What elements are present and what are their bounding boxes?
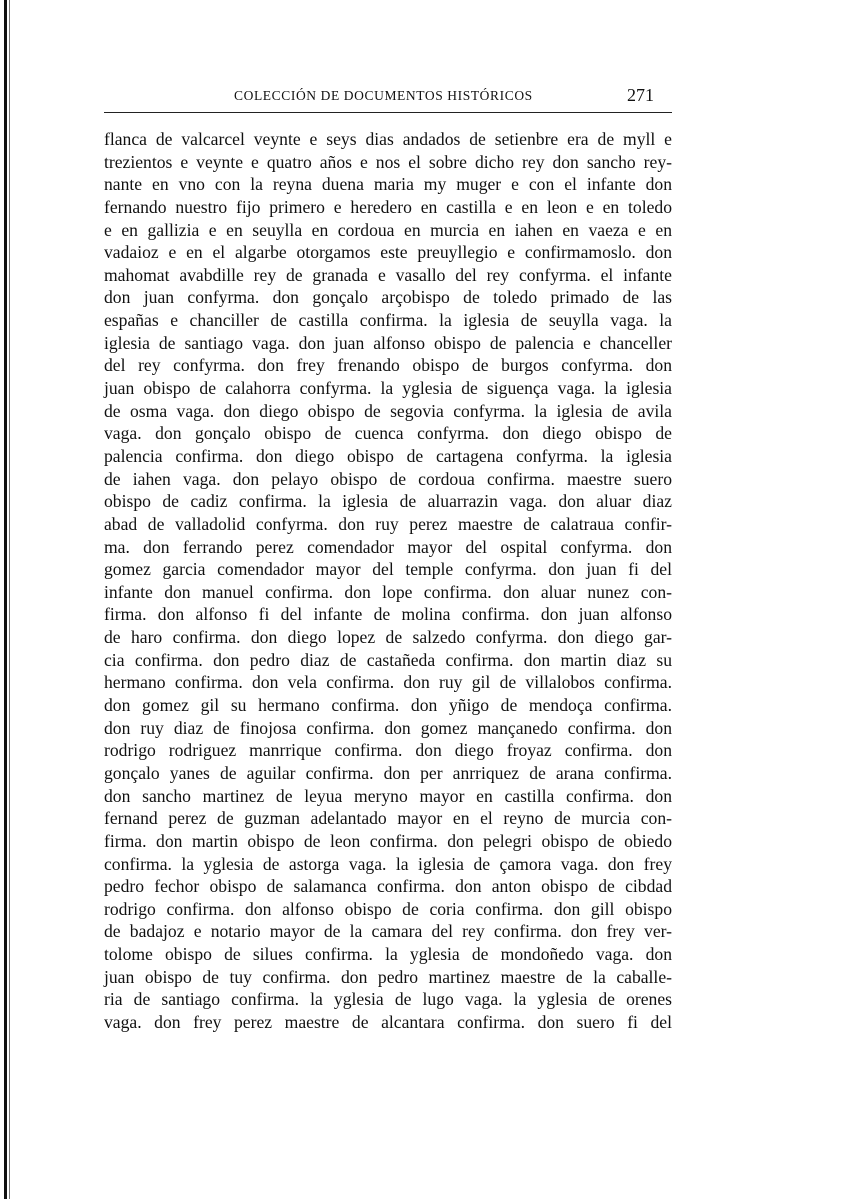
text-line: de haro confirma. don diego lopez de salzedo confyrma. don diego gar- xyxy=(104,627,672,648)
text-line: trezientos e veynte e quatro años e nos el sobre dicho rey don sancho rey- xyxy=(104,151,672,172)
text-line: de badajoz e notario mayor de la camara del rey confirma. don frey ver- xyxy=(104,921,672,942)
text-line: españas e chanciller de castilla confirma. la iglesia de seuylla vaga. la xyxy=(104,310,672,331)
body-text xyxy=(104,128,672,1034)
text-line: vaga. don gonçalo obispo de cuenca confyrma. don diego obispo de xyxy=(104,423,672,444)
text-line: pedro fechor obispo de salamanca confirma. don anton obispo de cibdad xyxy=(104,876,672,897)
page-binding-shadow xyxy=(9,0,10,1199)
text-line: iglesia de santiago vaga. don juan alfonso obispo de palencia e chanceller xyxy=(104,332,672,353)
text-line: vadaioz e en el algarbe otorgamos este preuyllegio e confirmamoslo. don xyxy=(104,242,672,263)
text-line: hermano confirma. don vela confirma. don ruy gil de villalobos confirma. xyxy=(104,672,672,693)
text-line: mahomat avabdille rey de granada e vasallo del rey confyrma. el infante xyxy=(104,264,672,285)
page-binding-edge xyxy=(4,0,7,1199)
text-line: don sancho martinez de leyua meryno mayor en castilla confirma. don xyxy=(104,785,672,806)
text-line: de osma vaga. don diego obispo de segovia confyrma. la iglesia de avila xyxy=(104,400,672,421)
text-line: flanca de valcarcel veynte e seys dias andados de setienbre era de myll e xyxy=(104,129,672,149)
text-line: juan obispo de tuy confirma. don pedro martinez maestre de la caballe- xyxy=(104,966,672,987)
text-line: juan obispo de calahorra confyrma. la yglesia de siguença vaga. la iglesia xyxy=(104,378,672,399)
page-number: 271 xyxy=(627,85,654,105)
text-line: cia confirma. don pedro diaz de castañeda confirma. don martin diaz su xyxy=(104,649,672,670)
text-line: de iahen vaga. don pelayo obispo de cordoua confirma. maestre suero xyxy=(104,468,672,489)
text-line: fernand perez de guzman adelantado mayor en el reyno de murcia con- xyxy=(104,808,672,829)
text-line: ria de santiago confirma. la yglesia de lugo vaga. la yglesia de orenes xyxy=(104,989,672,1010)
text-line: firma. don alfonso fi del infante de molina confirma. don juan alfonso xyxy=(104,604,672,625)
text-line: obispo de cadiz confirma. la iglesia de aluarrazin vaga. don aluar diaz xyxy=(104,491,672,512)
text-line: don juan confyrma. don gonçalo arçobispo de toledo primado de las xyxy=(104,287,672,308)
header-rule xyxy=(104,112,672,113)
text-line: palencia confirma. don diego obispo de cartagena confyrma. la iglesia xyxy=(104,445,672,466)
text-line: infante don manuel confirma. don lope confirma. don aluar nunez con- xyxy=(104,581,672,602)
text-line: del rey confyrma. don frey frenando obispo de burgos confyrma. don xyxy=(104,355,672,376)
text-line: ma. don ferrando perez comendador mayor del ospital confyrma. don xyxy=(104,536,672,557)
text-line: e en gallizia e en seuylla en cordoua en murcia en iahen en vaeza e en xyxy=(104,219,672,240)
text-line: tolome obispo de silues confirma. la yglesia de mondoñedo vaga. don xyxy=(104,944,672,965)
text-line: gomez garcia comendador mayor del temple confyrma. don juan fi del xyxy=(104,559,672,580)
text-line: don gomez gil su hermano confirma. don yñigo de mendoça confirma. xyxy=(104,695,672,716)
page-header xyxy=(104,86,672,108)
running-title: COLECCIÓN DE DOCUMENTOS HISTÓRICOS xyxy=(234,88,533,103)
text-line: rodrigo confirma. don alfonso obispo de coria confirma. don gill obispo xyxy=(104,898,672,919)
text-line: don ruy diaz de finojosa confirma. don gomez mançanedo confirma. don xyxy=(104,717,672,738)
text-line: firma. don martin obispo de leon confirma. don pelegri obispo de obiedo xyxy=(104,830,672,851)
text-line: gonçalo yanes de aguilar confirma. don per anrriquez de arana confirma. xyxy=(104,762,672,783)
text-line: rodrigo rodriguez manrrique confirma. don diego froyaz confirma. don xyxy=(104,740,672,761)
text-line: vaga. don frey perez maestre de alcantara confirma. don suero fi del xyxy=(104,1011,672,1032)
text-line: fernando nuestro fijo primero e heredero en castilla e en leon e en toledo xyxy=(104,196,672,217)
text-line: nante en vno con la reyna duena maria my muger e con el infante don xyxy=(104,174,672,195)
text-line: confirma. la yglesia de astorga vaga. la iglesia de çamora vaga. don frey xyxy=(104,853,672,874)
text-line: abad de valladolid confyrma. don ruy perez maestre de calatraua confir- xyxy=(104,513,672,534)
